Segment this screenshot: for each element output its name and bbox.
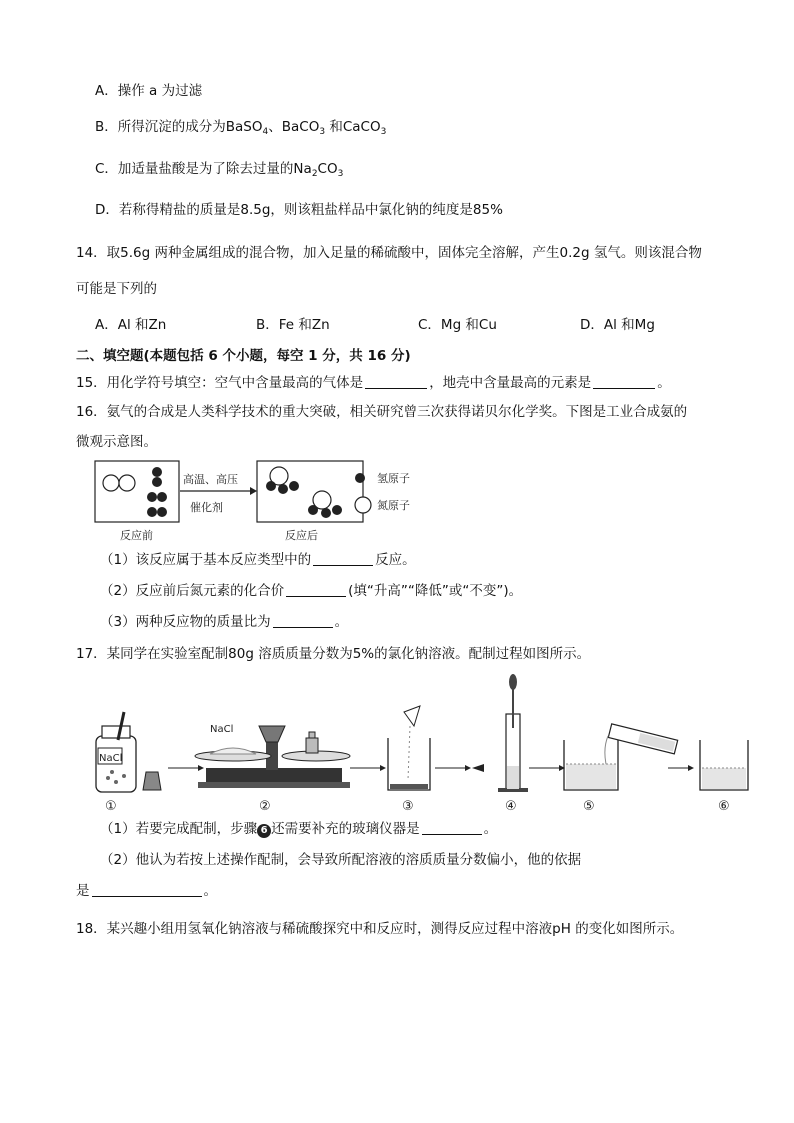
hydrogen-atom (332, 505, 342, 515)
q14-option-b: B．Fe 和Zn (256, 317, 330, 333)
graduated-cylinder (498, 674, 528, 792)
q13-option-c: C．加适量盐酸是为了除去过量的$Na_2CO_3$ (95, 161, 344, 179)
step-6-circle: 6 (257, 824, 271, 838)
hydrogen-atom (308, 505, 318, 515)
step-4-label: ④ (505, 799, 517, 814)
hydrogen-atom (157, 507, 167, 517)
step-1-label: ① (105, 799, 117, 814)
q16-blank-3[interactable] (273, 613, 333, 628)
q14-option-c: C．Mg 和Cu (418, 317, 497, 333)
beaker-step-6 (700, 740, 748, 790)
q14-stem-line2: 可能是下列的 (76, 281, 157, 297)
legend-filled-label: 氢原子 (377, 472, 410, 485)
nitrogen-atom (119, 475, 135, 491)
beaker-step-5 (564, 724, 678, 790)
legend-open-label: 氮原子 (377, 499, 410, 512)
step-2-label: ② (259, 799, 271, 814)
q16-blank-1[interactable] (313, 551, 373, 566)
q14-option-d: D．Al 和Mg (580, 317, 655, 333)
solution-prep-diagram (88, 668, 758, 816)
hydrogen-atom (157, 492, 167, 502)
hydrogen-atom (278, 484, 288, 494)
legend-open-icon (355, 497, 371, 513)
condition-bottom: 催化剂 (190, 501, 223, 514)
hydrogen-atom (147, 492, 157, 502)
q16-stem-line2: 微观示意图。 (76, 434, 157, 450)
q18-stem: 18．某兴趣小组用氢氧化钠溶液与稀硫酸探究中和反应时，测得反应过程中溶液pH 的变化如图所示。 (76, 921, 684, 937)
hydrogen-atom (321, 508, 331, 518)
eye-icon (472, 764, 484, 772)
balance-scale (195, 724, 350, 788)
before-label: 反应前 (120, 529, 153, 542)
reagent-jar (96, 712, 136, 792)
jar-cap (143, 772, 161, 790)
pan-label: NaCl (210, 724, 234, 735)
q16-sub3: （3）两种反应物的质量比为 。 (100, 614, 349, 630)
q15-blank-2[interactable] (593, 374, 655, 389)
hydrogen-atom (266, 481, 276, 491)
step-3-label: ③ (402, 799, 414, 814)
q17-blank-2[interactable] (92, 882, 202, 897)
legend-filled-icon (355, 473, 365, 483)
q17-sub2-line2: 是 。 (76, 883, 217, 899)
q16-sub2: （2）反应前后氮元素的化合价 (填“升高”“降低”或“不变”)。 (100, 583, 523, 599)
q17-stem: 17．某同学在实验室配制80g 溶质质量分数为5%的氯化钠溶液。配制过程如图所示。 (76, 646, 591, 662)
condition-top: 高温、高压 (183, 473, 238, 486)
nitrogen-atom (103, 475, 119, 491)
after-label: 反应后 (285, 529, 318, 542)
q16-stem-line1: 16．氨气的合成是人类科学技术的重大突破，相关研究曾三次获得诺贝尔化学奖。下图是工业合成氨的 (76, 404, 688, 420)
q15-stem: 15．用化学符号填空：空气中含量最高的气体是 ，地壳中含量最高的元素是 。 (76, 375, 671, 391)
q14-stem-line1: 14．取5.6g 两种金属组成的混合物，加入足量的稀硫酸中，固体完全溶解，产生0.2g 氢气。则该混合物 (76, 245, 702, 261)
q13-option-a: A．操作 a 为过滤 (95, 83, 203, 99)
step-5-label: ⑤ (583, 799, 595, 814)
q17-sub2-line1: （2）他认为若按上述操作配制，会导致所配溶液的溶质质量分数偏小，他的依据 (100, 852, 582, 868)
q16-sub1: （1）该反应属于基本反应类型中的 反应。 (100, 552, 416, 568)
ammonia-synthesis-diagram (90, 458, 430, 548)
jar-label: NaCl (99, 753, 123, 764)
step-6-label: ⑥ (718, 799, 730, 814)
q13-option-d: D．若称得精盐的质量是8.5g，则该粗盐样品中氯化钠的纯度是85% (95, 202, 503, 218)
q16-blank-2[interactable] (286, 582, 346, 597)
q14-option-a: A．Al 和Zn (95, 317, 167, 333)
hydrogen-atom (152, 467, 162, 477)
q13-option-b: B．所得沉淀的成分为BaSO$_4$、BaCO$_3$ 和CaCO$_3$ (95, 119, 387, 137)
q15-blank-1[interactable] (365, 374, 427, 389)
hydrogen-atom (152, 477, 162, 487)
hydrogen-atom (289, 481, 299, 491)
q17-blank-1[interactable] (422, 820, 482, 835)
hydrogen-atom (147, 507, 157, 517)
section-title: 二、填空题(本题包括 6 个小题，每空 1 分，共 16 分) (76, 348, 411, 364)
beaker-step-3 (388, 706, 430, 790)
q17-sub1: （1）若要完成配制，步骤 6 还需要补充的玻璃仪器是 。 (100, 821, 498, 837)
